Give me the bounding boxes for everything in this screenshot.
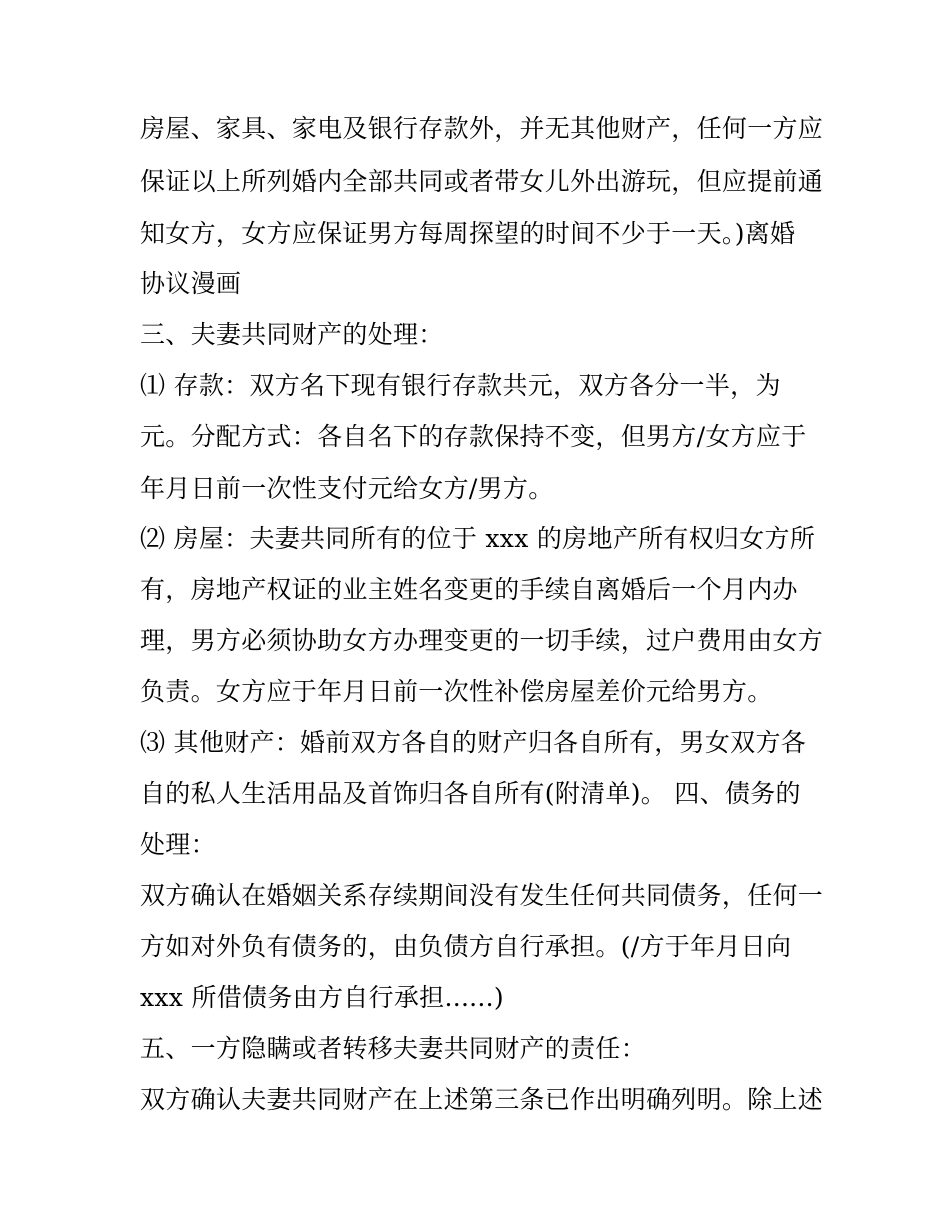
- text-line: 有，房地产权证的业主姓名变更的手续自离婚后一个月内办: [140, 575, 798, 604]
- text-line: 房屋、家具、家电及银行存款外，并无其他财产，任何一方应: [140, 114, 824, 143]
- section-heading: 三、夫妻共同财产的处理：: [140, 320, 444, 349]
- text-line: xxx 所借债务由方自行承担......): [140, 983, 504, 1012]
- text-line: 保证以上所列婚内全部共同或者带女儿外出游玩，但应提前通: [140, 167, 824, 196]
- text-line: 理，男方必须协助女方办理变更的一切手续，过户费用由女方: [140, 626, 824, 655]
- section-heading: 处理：: [140, 830, 216, 859]
- text-line: 方如对外负有债务的，由负债方自行承担。(/方于年月日向: [140, 932, 792, 961]
- text-line: 知女方，女方应保证男方每周探望的时间不少于一天。)离婚: [140, 219, 796, 248]
- text-line: ⑵ 房屋：夫妻共同所有的位于 xxx 的房地产所有权归女方所: [140, 524, 816, 553]
- text-line: 协议漫画: [140, 269, 242, 298]
- text-line: 元。分配方式：各自名下的存款保持不变，但男方/女方应于: [140, 422, 807, 451]
- text-line: 自的私人生活用品及首饰归各自所有(附清单)。 四、债务的: [140, 779, 801, 808]
- text-line: ⑶ 其他财产：婚前双方各自的财产归各自所有，男女双方各: [140, 728, 807, 757]
- text-line: 双方确认在婚姻关系存续期间没有发生任何共同债务，任何一: [140, 881, 824, 910]
- text-line: 负责。女方应于年月日前一次性补偿房屋差价元给男方。: [140, 677, 773, 706]
- text-line: ⑴ 存款：双方名下现有银行存款共元，双方各分一半，为: [140, 371, 781, 400]
- section-heading: 五、一方隐瞒或者转移夫妻共同财产的责任：: [140, 1034, 647, 1063]
- text-line: 双方确认夫妻共同财产在上述第三条已作出明确列明。除上述: [140, 1085, 824, 1114]
- text-line: 年月日前一次性支付元给女方/男方。: [140, 474, 554, 503]
